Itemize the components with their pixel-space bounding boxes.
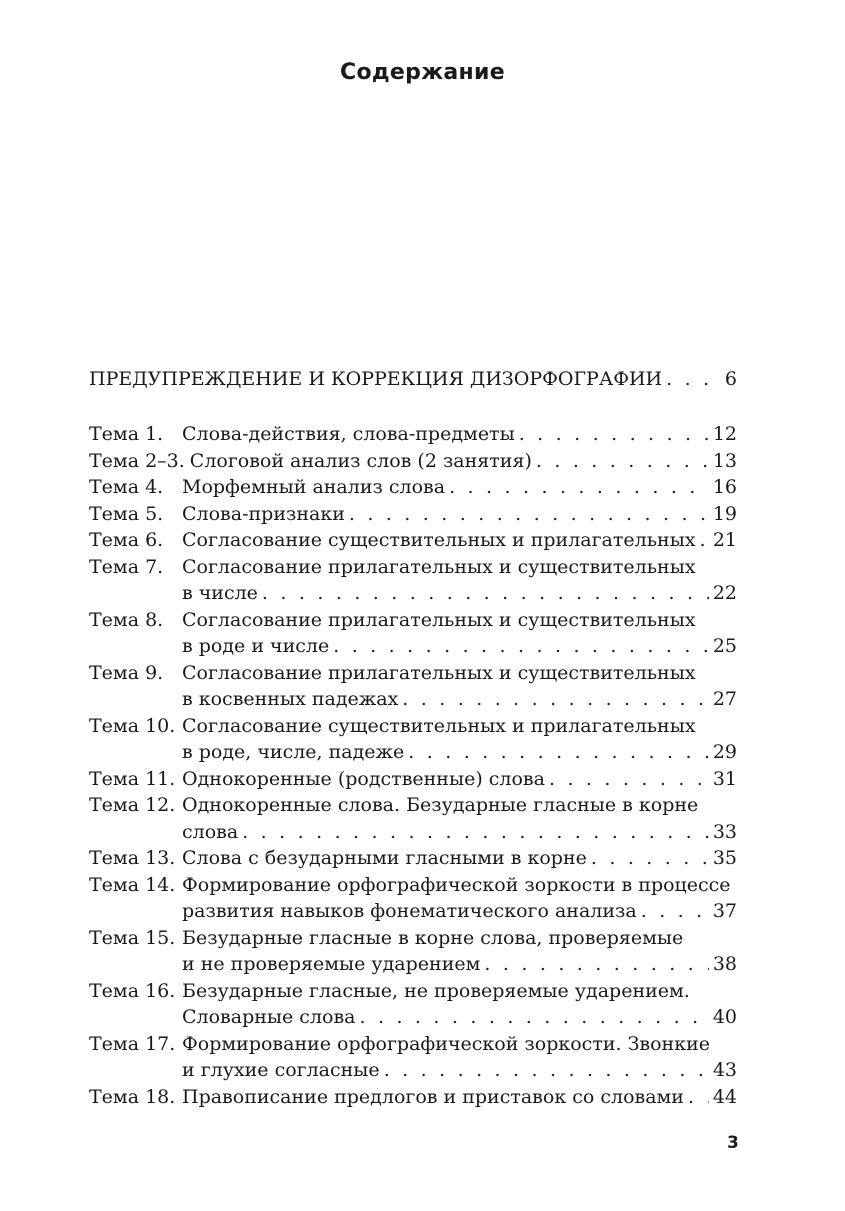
toc-entry-line bbox=[182, 1057, 737, 1084]
toc-entry-text: развития навыков фонематического анализа bbox=[182, 900, 637, 922]
toc-entry bbox=[89, 474, 737, 501]
toc-entry-body bbox=[182, 501, 737, 528]
toc-entry-text: Согласование прилагательных и существительных bbox=[182, 555, 696, 578]
toc-entry-body bbox=[182, 474, 737, 501]
toc-entry-text: Безударные гласные, не проверяемые ударением. bbox=[182, 979, 690, 1002]
toc-entry-page: 12 bbox=[712, 423, 737, 445]
leader-dots bbox=[449, 474, 709, 501]
toc-entry-page: 37 bbox=[712, 900, 737, 922]
toc-entry bbox=[89, 660, 737, 713]
leader-dots bbox=[549, 766, 709, 793]
toc-entry-number: Тема 2–3. bbox=[89, 449, 185, 472]
toc-entry-page: 16 bbox=[712, 476, 737, 498]
toc-entry-line bbox=[182, 1084, 737, 1111]
toc-entry-line bbox=[182, 1004, 737, 1031]
toc-entry-number: Тема 8. bbox=[89, 608, 164, 631]
toc-entry-text: в числе bbox=[182, 582, 258, 604]
toc-entry-number: Тема 18. bbox=[89, 1085, 176, 1108]
toc-entry-line bbox=[182, 607, 737, 634]
toc-entry-number: Тема 17. bbox=[89, 1032, 176, 1055]
toc-entry-text: Правописание предлогов и приставок со словами bbox=[182, 1085, 684, 1108]
toc-entry bbox=[89, 1084, 737, 1111]
leader-dots bbox=[408, 739, 709, 766]
leader-dots bbox=[536, 448, 709, 475]
section-page: 6 bbox=[724, 368, 737, 390]
toc-entry-page: 40 bbox=[712, 1006, 737, 1028]
toc-entry-page: 43 bbox=[712, 1059, 737, 1081]
toc-entry bbox=[89, 554, 737, 607]
toc-entry bbox=[89, 925, 737, 978]
toc-entry-number: Тема 14. bbox=[89, 873, 176, 896]
page-title: Содержание bbox=[340, 60, 505, 85]
toc-entry-page: 31 bbox=[712, 767, 737, 790]
toc-entry-body bbox=[182, 1031, 737, 1084]
toc-entry-line bbox=[182, 713, 737, 740]
toc-entry-page: 33 bbox=[712, 820, 737, 843]
toc-entry bbox=[89, 713, 737, 766]
toc-entry-line bbox=[182, 527, 737, 554]
leader-dots bbox=[666, 368, 711, 390]
toc-entry bbox=[89, 845, 737, 872]
toc-entry-body bbox=[182, 713, 737, 766]
toc-entry bbox=[89, 527, 737, 554]
toc-entry-text: Слова-признаки bbox=[182, 502, 345, 525]
toc-entry-line bbox=[182, 925, 737, 952]
leader-dots bbox=[519, 421, 709, 448]
toc-entry-body bbox=[182, 925, 737, 978]
toc-entry-text: Согласование существительных и прилагательных bbox=[182, 714, 696, 737]
toc-entry bbox=[89, 978, 737, 1031]
toc-entry-number: Тема 1. bbox=[89, 423, 164, 445]
leader-dots bbox=[402, 686, 709, 713]
toc-entry-line bbox=[182, 978, 737, 1005]
toc-entry-body bbox=[182, 527, 737, 554]
toc-entry-line bbox=[190, 448, 737, 475]
toc-entry-body bbox=[182, 607, 737, 660]
toc-entry bbox=[89, 607, 737, 660]
toc-entry bbox=[89, 421, 737, 448]
toc-entry-body bbox=[182, 554, 737, 607]
toc-entry-text: Слова-действия, слова-предметы bbox=[182, 423, 515, 445]
toc-entry-line bbox=[182, 686, 737, 713]
toc-entry-number: Тема 4. bbox=[89, 476, 164, 498]
toc-entry bbox=[89, 448, 737, 475]
toc-entry-line bbox=[182, 580, 737, 607]
toc-entry-number: Тема 7. bbox=[89, 555, 164, 578]
leader-dots bbox=[591, 845, 709, 872]
toc-entry-number: Тема 10. bbox=[89, 714, 176, 737]
toc-entry-text: Однокоренные (родственные) слова bbox=[182, 767, 545, 790]
toc-entry bbox=[89, 1031, 737, 1084]
toc-entry-line bbox=[182, 739, 737, 766]
leader-dots bbox=[242, 819, 709, 846]
toc-entry-line bbox=[182, 898, 737, 925]
toc-entry-line bbox=[182, 792, 737, 819]
toc-entry-text: в косвенных падежах bbox=[182, 688, 399, 710]
toc-entry-line bbox=[182, 633, 737, 660]
toc-entry-text: и глухие согласные bbox=[182, 1059, 380, 1081]
page-number: 3 bbox=[727, 1133, 739, 1153]
toc-entry-line bbox=[182, 845, 737, 872]
toc-entry-number: Тема 9. bbox=[89, 661, 164, 684]
toc-entry-line bbox=[182, 501, 737, 528]
toc-entry-number: Тема 15. bbox=[89, 926, 176, 949]
toc-entry-page: 35 bbox=[712, 847, 737, 869]
section-label: ПРЕДУПРЕЖДЕНИЕ И КОРРЕКЦИЯ ДИЗОРФОГРАФИИ bbox=[89, 368, 663, 390]
leader-dots bbox=[359, 1004, 708, 1031]
toc-entry-page: 44 bbox=[712, 1085, 737, 1108]
toc-entry-text: Согласование прилагательных и существительных bbox=[182, 661, 696, 684]
leader-dots bbox=[349, 501, 709, 528]
leader-dots bbox=[333, 633, 709, 660]
toc-entry-body bbox=[182, 978, 737, 1031]
toc-entry-body bbox=[182, 1084, 737, 1111]
toc-entry-page: 25 bbox=[712, 635, 737, 657]
toc-entry-text: Слова с безударными гласными в корне bbox=[182, 847, 587, 869]
toc-entry-number: Тема 13. bbox=[89, 847, 176, 869]
toc-entry-line bbox=[182, 1031, 737, 1058]
toc-entry-text: и не проверяемые ударением bbox=[182, 953, 481, 975]
toc-entry-page: 19 bbox=[712, 502, 737, 525]
toc-entry-body bbox=[182, 792, 737, 845]
toc-entry-number: Тема 11. bbox=[89, 767, 176, 790]
toc-entry-page: 38 bbox=[712, 953, 737, 975]
toc-entry-line bbox=[182, 819, 737, 846]
toc-entry-line bbox=[182, 872, 737, 899]
toc-entry-text: Однокоренные слова. Безударные гласные в корне bbox=[182, 794, 699, 816]
toc-entry-line bbox=[182, 766, 737, 793]
toc-entry-text: Слоговой анализ слов (2 занятия) bbox=[189, 449, 532, 472]
toc-entry-body bbox=[182, 421, 737, 448]
toc-entry-text: Морфемный анализ слова bbox=[182, 476, 446, 498]
toc-entry-number: Тема 5. bbox=[89, 502, 164, 525]
toc-entry bbox=[89, 501, 737, 528]
toc-entry-text: Согласование прилагательных и существительных bbox=[182, 608, 696, 631]
table-of-contents bbox=[89, 421, 737, 1110]
toc-entry-text: слова bbox=[182, 820, 239, 843]
leader-dots bbox=[688, 1084, 709, 1111]
toc-entry-line bbox=[182, 421, 737, 448]
toc-entry-text: Формирование орфографической зоркости. Звонкие bbox=[182, 1032, 711, 1055]
toc-entry-body bbox=[182, 872, 737, 925]
leader-dots bbox=[641, 898, 709, 925]
toc-entry bbox=[89, 872, 737, 925]
toc-entry-line bbox=[182, 474, 737, 501]
toc-entry-number: Тема 16. bbox=[89, 979, 176, 1002]
toc-entry-number: Тема 6. bbox=[89, 529, 164, 551]
toc-entry-body bbox=[190, 448, 737, 475]
toc-entry-page: 13 bbox=[712, 449, 737, 472]
leader-dots bbox=[384, 1057, 709, 1084]
leader-dots bbox=[262, 580, 709, 607]
toc-entry bbox=[89, 766, 737, 793]
toc-entry-text: Словарные слова bbox=[182, 1006, 356, 1028]
leader-dots bbox=[484, 951, 708, 978]
toc-entry-body bbox=[182, 845, 737, 872]
toc-entry-text: в роде и числе bbox=[182, 635, 330, 657]
toc-entry-page: 22 bbox=[712, 582, 737, 604]
toc-entry-number: Тема 12. bbox=[89, 794, 176, 816]
toc-entry-page: 29 bbox=[712, 741, 737, 763]
toc-entry-line bbox=[182, 951, 737, 978]
toc-entry-text: Безударные гласные в корне слова, проверяемые bbox=[182, 926, 684, 949]
toc-entry-page: 27 bbox=[712, 688, 737, 710]
toc-entry-text: Формирование орфографической зоркости в процессе bbox=[182, 873, 731, 896]
toc-entry-line bbox=[182, 660, 737, 687]
toc-entry-text: в роде, числе, падеже bbox=[182, 741, 405, 763]
toc-entry-page: 21 bbox=[712, 529, 737, 551]
leader-dots bbox=[700, 527, 709, 554]
toc-section-heading bbox=[89, 368, 737, 390]
toc-entry-body bbox=[182, 660, 737, 713]
toc-entry-line bbox=[182, 554, 737, 581]
toc-entry bbox=[89, 792, 737, 845]
toc-entry-text: Согласование существительных и прилагательных bbox=[182, 529, 696, 551]
toc-entry-body bbox=[182, 766, 737, 793]
